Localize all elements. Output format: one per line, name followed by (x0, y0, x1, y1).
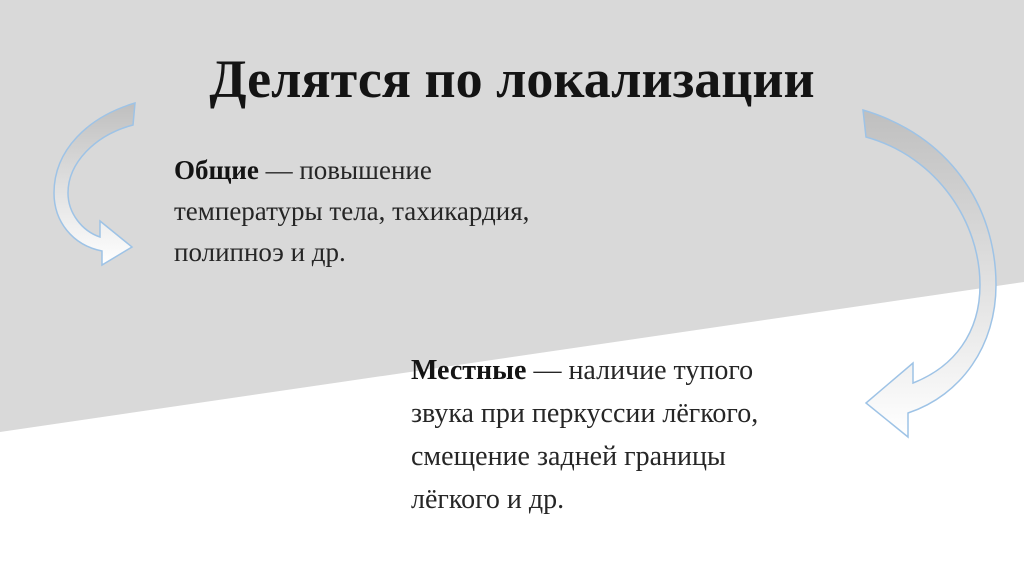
general-line-1-text: — повышение (258, 155, 432, 185)
local-line-1 (411, 349, 871, 392)
curved-arrow-right-icon (40, 95, 150, 270)
local-line-2: звука при перкуссии лёгкого, (411, 398, 759, 429)
general-term: Общие (174, 155, 259, 185)
local-line-4: лёгкого и др. (411, 484, 565, 515)
general-symptoms-block (174, 150, 654, 273)
local-line-1-text: — наличие тупого (526, 355, 754, 386)
local-term: Местные (411, 355, 527, 386)
local-line-3: смещение задней границы (411, 441, 726, 472)
local-symptoms-block (411, 349, 871, 521)
general-line-3: полипноэ и др. (174, 237, 346, 267)
curved-arrow-left-icon (858, 105, 1003, 445)
general-line-1 (174, 150, 654, 191)
general-line-2: температуры тела, тахикардия, (174, 196, 530, 226)
slide-title: Делятся по локализации (209, 49, 815, 109)
